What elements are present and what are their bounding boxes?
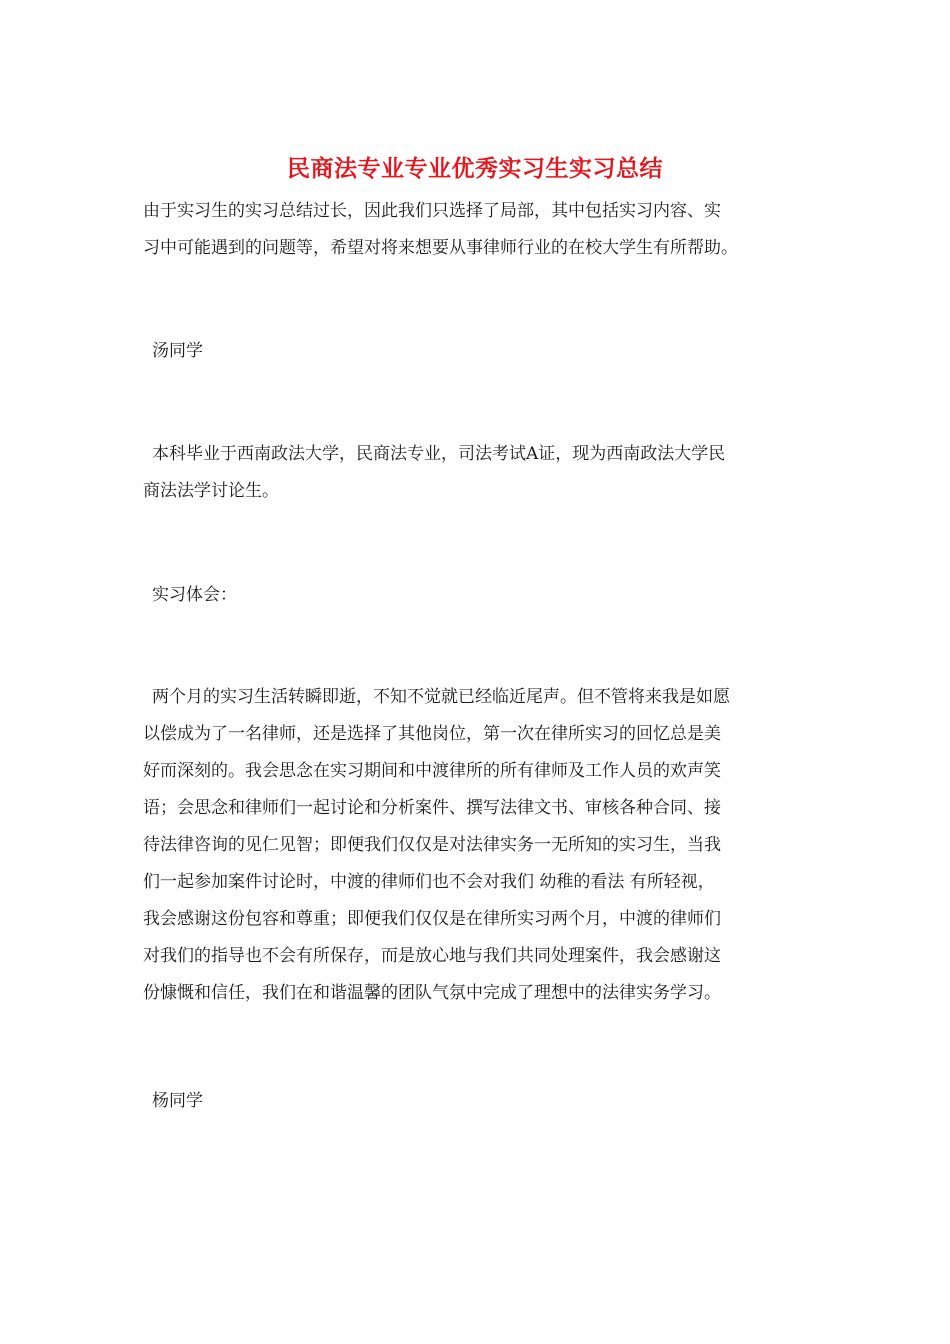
experience-line: 们一起参加案件讨论时，中渡的律师们也不会对我们 幼稚的看法 有所轻视， (143, 872, 715, 892)
intro-paragraph (143, 193, 813, 267)
experience-heading (143, 577, 822, 614)
experience-line: 我会感谢这份包容和尊重；即便我们仅仅是在律所实习两个月，中渡的律师们 (143, 909, 721, 929)
experience-line: 待法律咨询的见仁见智；即便我们仅仅是对法律实务一无所知的实习生，当我 (143, 835, 721, 855)
student-name-yang (143, 1083, 822, 1120)
experience-heading-text: 实习体会： (152, 585, 237, 605)
bio-line: 商法法学讨论生。 (143, 481, 279, 501)
student-name-tang (143, 333, 822, 370)
experience-paragraph (143, 716, 813, 1012)
intro-line: 由于实习生的实习总结过长，因此我们只选择了局部，其中包括实习内容、实 (143, 201, 721, 221)
experience-line: 对我们的指导也不会有所保存，而是放心地与我们共同处理案件，我会感谢这 (143, 946, 721, 966)
experience-line: 好而深刻的。我会思念在实习期间和中渡律所的所有律师及工作人员的欢声笑 (143, 761, 721, 781)
intro-line: 习中可能遇到的问题等，希望对将来想要从事律师行业的在校大学生有所帮助。 (143, 238, 738, 258)
document-title: 民商法专业专业优秀实习生实习总结 (287, 155, 663, 182)
student-bio-paragraph-cont (143, 473, 813, 510)
experience-line: 以偿成为了一名律师，还是选择了其他岗位，第一次在律所实习的回忆总是美 (143, 724, 721, 744)
student-name-text: 汤同学 (152, 341, 203, 361)
student-name-text: 杨同学 (152, 1091, 203, 1111)
experience-line: 两个月的实习生活转瞬即逝，不知不觉就已经临近尾声。但不管将来我是如愿 (152, 687, 730, 707)
experience-paragraph-first (143, 679, 822, 716)
experience-line: 语；会思念和律师们一起讨论和分析案件、撰写法律文书、审核各种合同、接 (143, 798, 721, 818)
bio-line: 本科毕业于西南政法大学，民商法专业，司法考试A证，现为西南政法大学民 (152, 444, 726, 464)
student-bio-paragraph (143, 436, 822, 473)
experience-line: 份慷慨和信任，我们在和谐温馨的团队气氛中完成了理想中的法律实务学习。 (143, 983, 721, 1003)
